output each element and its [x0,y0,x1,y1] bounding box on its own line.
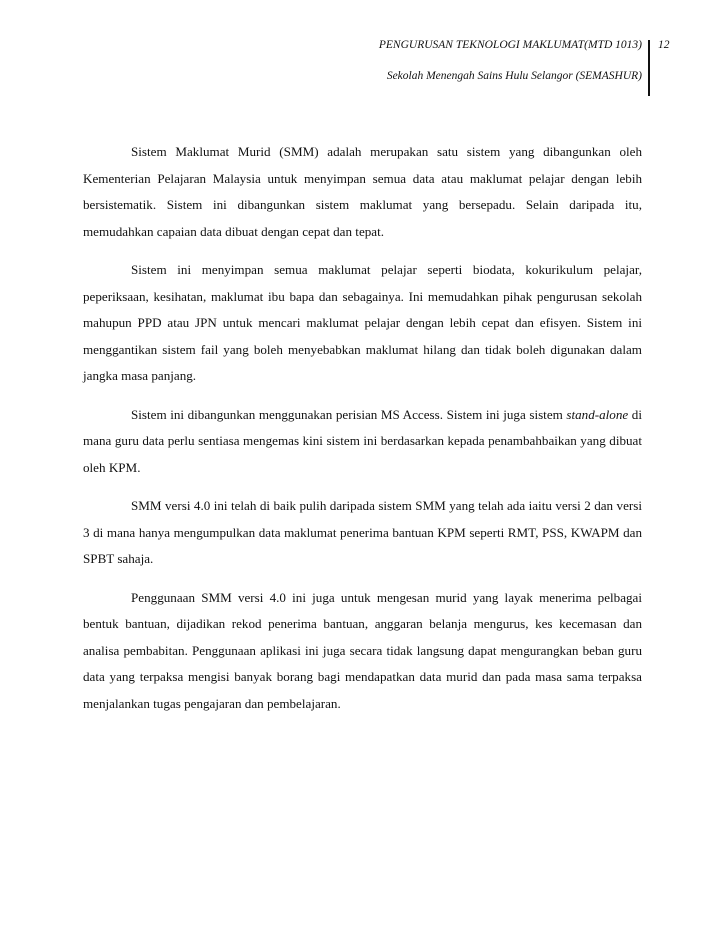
paragraph-3-text-after: di mana guru data perlu sentiasa mengemas kini sistem ini berdasarkan kepada penambahbaikan yang dibuat oleh KPM. [83,406,642,475]
paragraph-1: Sistem Maklumat Murid (SMM) adalah merupakan satu sistem yang dibangunkan oleh Kementerian Pelajaran Malaysia untuk menyimpan semua data atau maklumat pelajar dengan lebih bersistematik. Sistem ini dibangunkan sistem maklumat yang bersepadu. Selain daripada itu, memudahkan capaian data dibuat dengan cepat dan tepat. [83,144,642,239]
paragraph-3 [83,402,642,482]
paragraph-5: Penggunaan SMM versi 4.0 ini juga untuk mengesan murid yang layak menerima pelbagai bentuk bantuan, dijadikan rekod penerima bantuan, anggaran belanja mengurus, kes kecemasan dan analisa pembabitan. Penggunaan aplikasi ini juga secara tidak langsung dapat mengurangkan beban guru data yang terpaksa mengisi banyak borang bagi mendapatkan data murid dan pada masa sama terpaksa menjalankan tugas pengajaran dan pembelajaran. [83,589,642,711]
paragraph-3-text-before: Sistem ini dibangunkan menggunakan perisian MS Access. Sistem ini juga sistem [131,406,567,422]
paragraph-2: Sistem ini menyimpan semua maklumat pelajar seperti biodata, kokurikulum pelajar, peperiksaan, kesihatan, maklumat ibu bapa dan sebagainya. Ini memudahkan pihak pengurusan sekolah mahupun PPD atau JPN untuk mencari maklumat pelajar dengan lebih cepat dan efisyen. Sistem ini menggantikan sistem fail yang boleh menyebabkan maklumat hilang dan tidak boleh digunakan dalam jangka masa panjang. [83,262,642,383]
header-vertical-rule [648,40,650,96]
header-title: PENGURUSAN TEKNOLOGI MAKLUMAT(MTD 1013) [378,39,642,51]
page-header [330,38,710,98]
document-body [83,139,642,729]
header-subtitle: Sekolah Menengah Sains Hulu Selangor (SEMASHUR) [386,70,642,82]
page-number: 12 [658,39,670,51]
paragraph-4: SMM versi 4.0 ini telah di baik pulih daripada sistem SMM yang telah ada iaitu versi 2 dan versi 3 di mana hanya mengumpulkan data maklumat penerima bantuan KPM seperti RMT, PSS, KWAPM dan SPBT sahaja. [83,498,642,566]
header-text [379,38,642,83]
paragraph-3-italic-term: stand-alone [566,406,629,422]
